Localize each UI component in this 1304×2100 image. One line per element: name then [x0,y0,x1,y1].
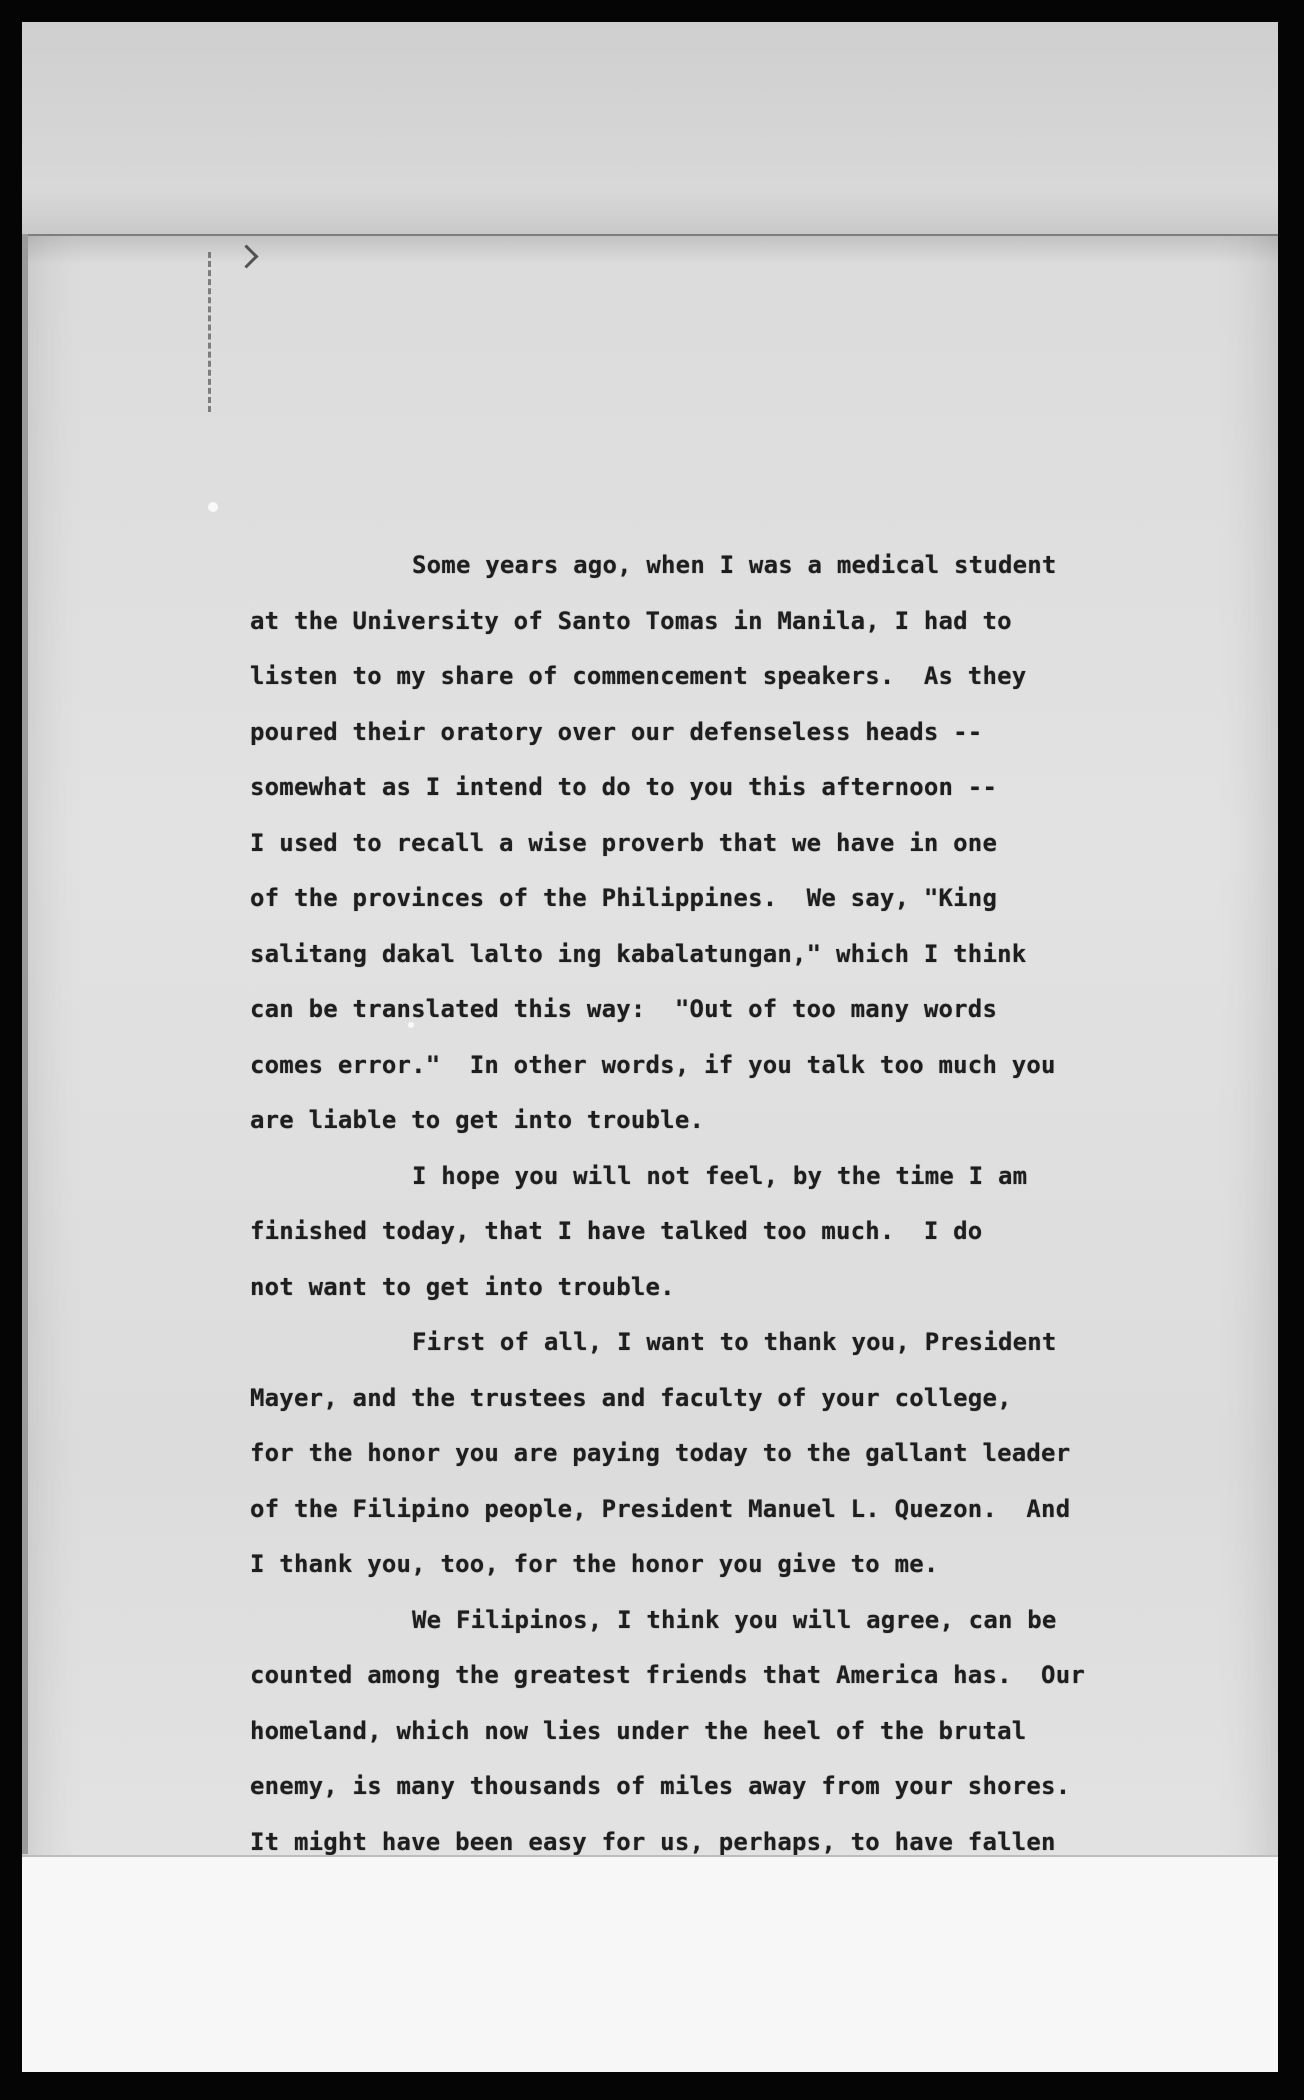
left-paper-edge [22,234,28,1854]
text-line: salitang dakal lalto ing kabalatungan," which I think [250,939,1027,968]
staple-mark [208,252,217,412]
text-line: enemy, is many thousands of miles away from your shores. [250,1772,1071,1800]
text-line: comes error." In other words, if you talk too much you [250,1050,1056,1079]
paper-sheet [22,22,1278,2072]
text-line: at the University of Santo Tomas in Manila, I had to [250,606,1012,635]
text-line: It might have been easy for us, perhaps, to have fallen [250,1827,1056,1856]
text-line: I hope you will not feel, by the time I am [412,1161,1028,1190]
text-line: of the Filipino people, President Manuel L. Quezon. And [250,1494,1071,1523]
bottom-paper-strip [22,1855,1278,2072]
text-line: can be translated this way: "Out of too many words [250,995,998,1023]
text-line: homeland, which now lies under the heel of the brutal [250,1716,1027,1745]
text-line: I used to recall a wise proverb that we have in one [250,828,998,857]
typewritten-text [250,538,1160,1870]
text-line: listen to my share of commencement speakers. As they [250,662,1027,690]
text-line: not want to get into trouble. [250,1272,675,1301]
text-line: are liable to get into trouble. [250,1106,705,1134]
text-line: of the provinces of the Philippines. We say, "King [250,884,998,912]
text-line: poured their oratory over our defenseless heads -- [250,717,983,746]
text-line: First of all, I want to thank you, President [412,1328,1057,1356]
text-line: finished today, that I have talked too much. I do [250,1217,983,1245]
paper-speck [208,502,218,512]
top-paper-strip [22,22,1278,236]
text-line: Mayer, and the trustees and faculty of your college, [250,1383,1012,1412]
text-line: I thank you, too, for the honor you give to me. [250,1550,939,1578]
text-line: We Filipinos, I think you will agree, can be [412,1605,1057,1634]
text-line: Some years ago, when I was a medical student [412,551,1057,579]
text-line: for the honor you are paying today to the gallant leader [250,1439,1071,1467]
text-line: somewhat as I intend to do to you this afternoon -- [250,773,998,801]
text-line: counted among the greatest friends that America has. Our [250,1661,1086,1689]
